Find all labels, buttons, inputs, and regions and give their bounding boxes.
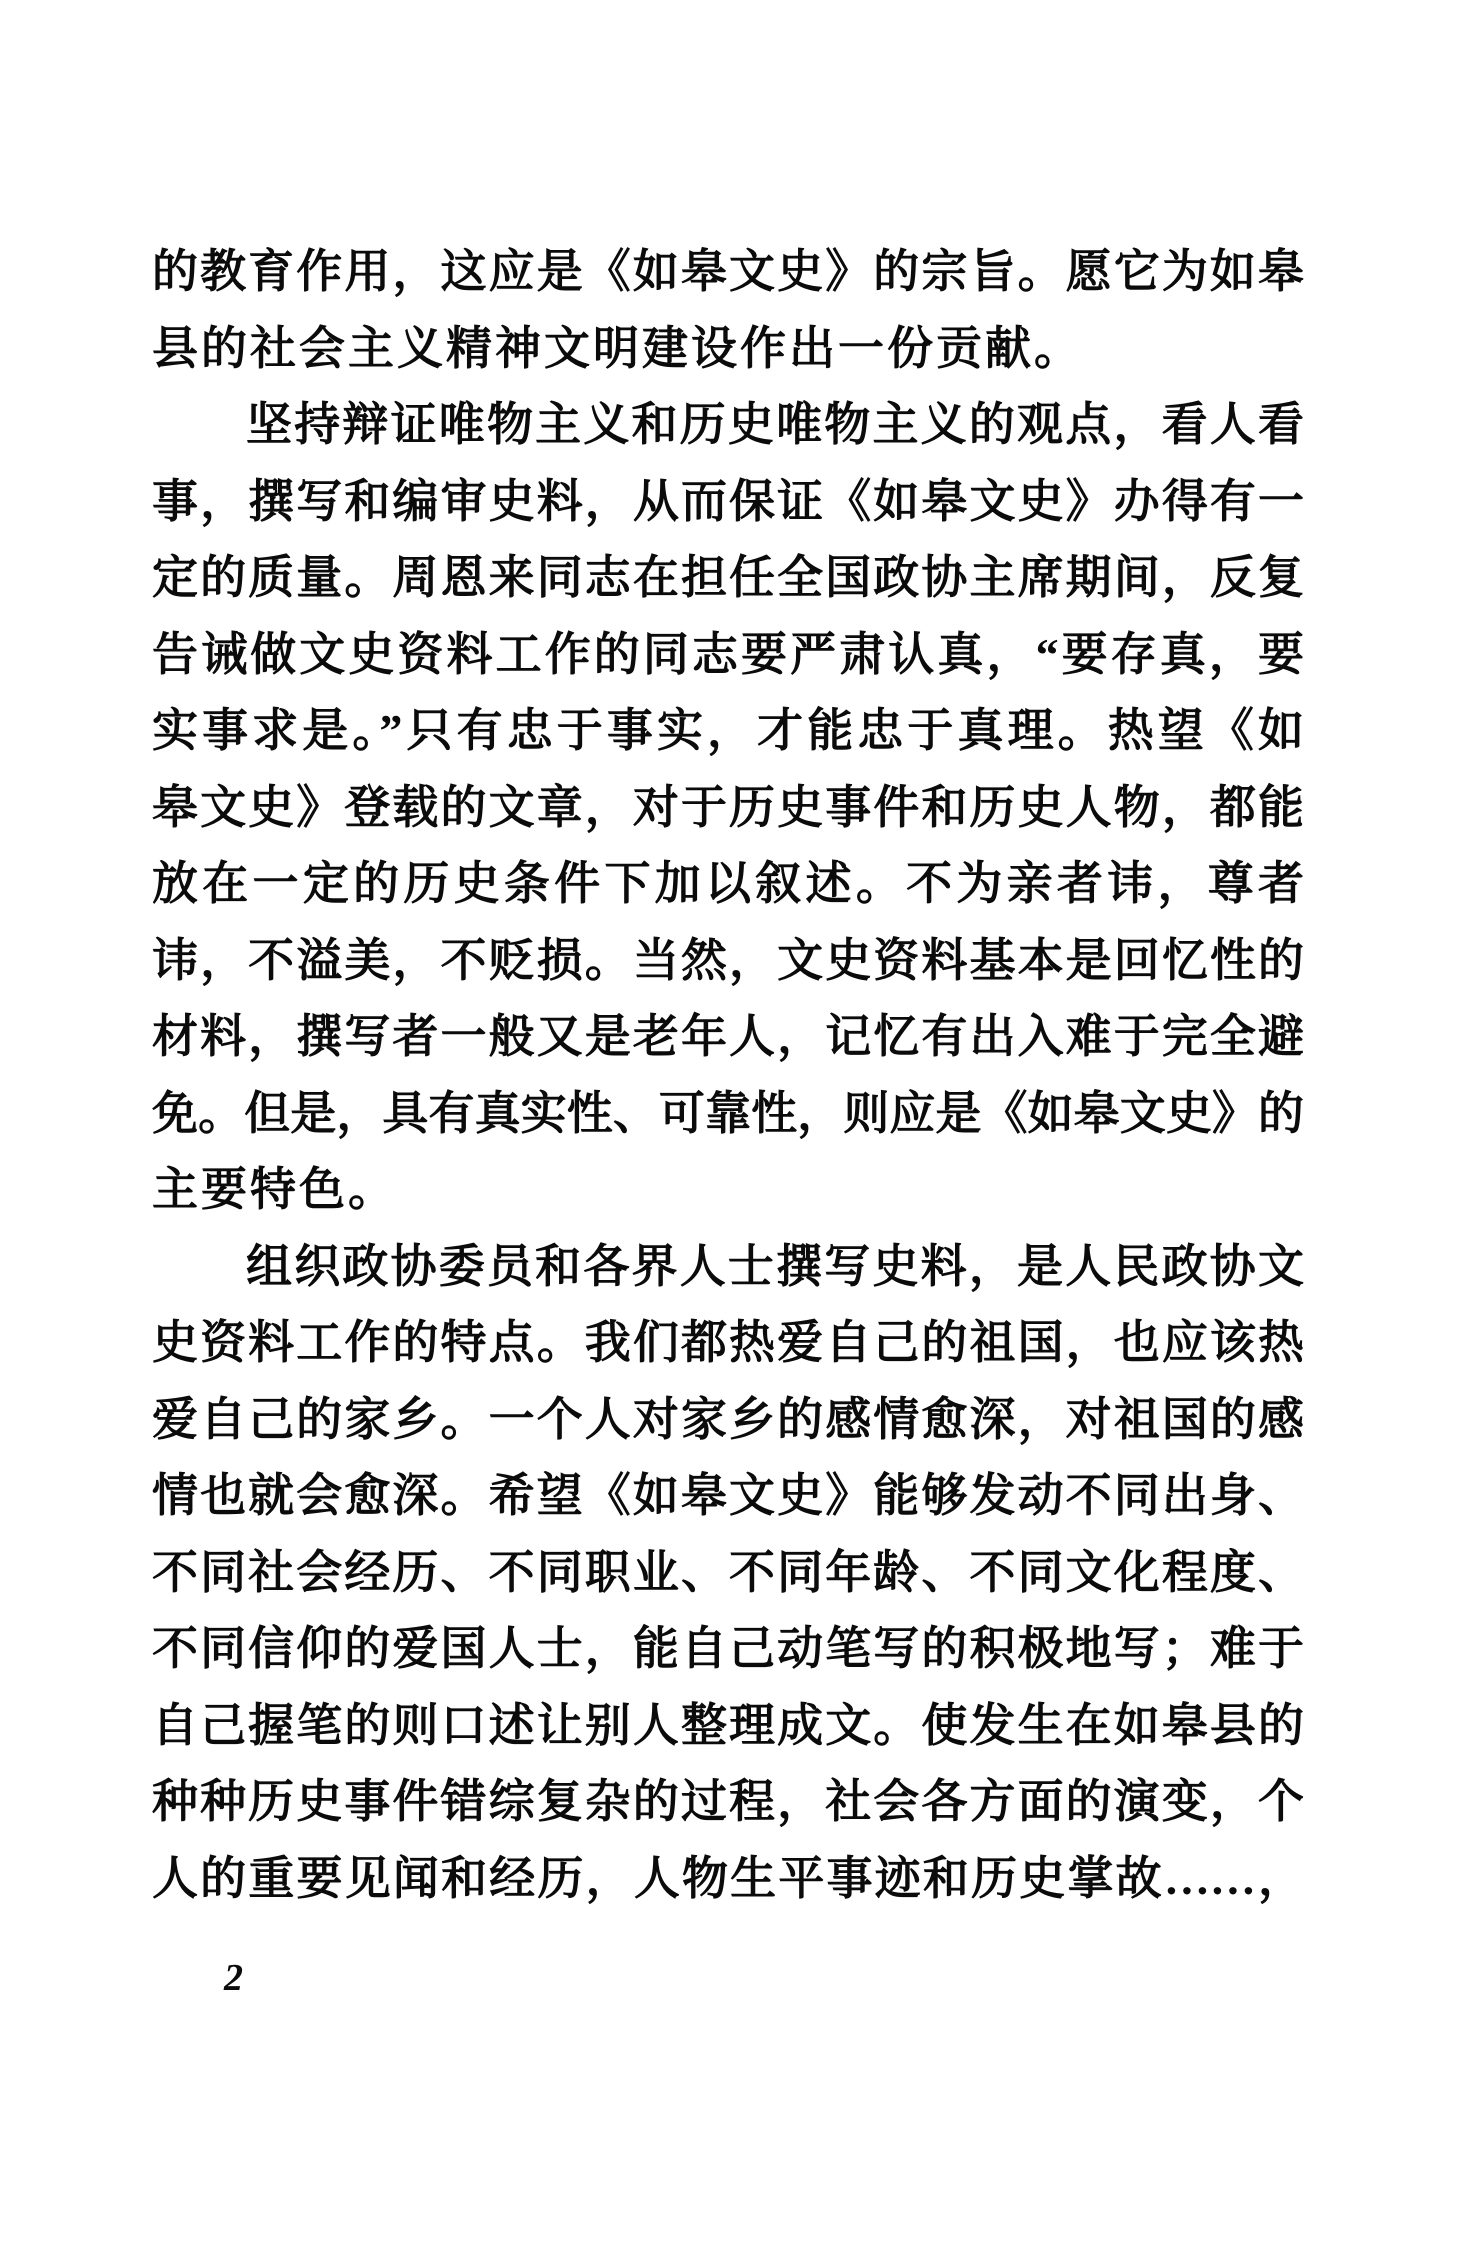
text-line: 不同社会经历、不同职业、不同年龄、不同文化程度、 [152,1546,1304,1598]
text-line: 种种历史事件错综复杂的过程，社会各方面的演变，个 [152,1776,1304,1827]
text-line: 定的质量。周恩来同志在担任全国政协主席期间，反复 [152,552,1304,603]
text-line: 主要特色。 [152,1164,397,1215]
text-line: 史资料工作的特点。我们都热爱自己的祖国，也应该热 [152,1317,1304,1368]
text-line: 的教育作用，这应是《如皋文史》的宗旨。愿它为如皋 [152,246,1304,297]
text-line: 爱自己的家乡。一个人对家乡的感情愈深，对祖国的感 [152,1393,1304,1445]
text-line: 免。但是，具有真实性、可靠性，则应是《如皋文史》的 [152,1087,1304,1139]
text-line: 讳，不溢美，不贬损。当然，文史资料基本是回忆性的 [152,934,1304,986]
text-line: 自己握笔的则口述让别人整理成文。使发生在如皋县的 [152,1699,1304,1751]
text-line: 告诫做文史资料工作的同志要严肃认真，“要存真，要 [152,628,1304,680]
page-number: 2 [224,1957,243,1999]
body-text [152,234,1304,1917]
text-line: 情也就会愈深。希望《如皋文史》能够发动不同出身、 [152,1470,1304,1521]
text-line: 材料，撰写者一般又是老年人，记忆有出入难于完全避 [152,1011,1304,1062]
text-line: 皋文史》登载的文章，对于历史事件和历史人物，都能 [152,781,1304,833]
text-line: 事，撰写和编审史料，从而保证《如皋文史》办得有一 [152,475,1304,527]
text-line: 组织政协委员和各界人士撰写史料，是人民政协文 [246,1240,1304,1292]
text-line: 实事求是。”只有忠于事实，才能忠于真理。热望《如 [152,705,1304,756]
text-line: 坚持辩证唯物主义和历史唯物主义的观点，看人看 [246,399,1304,450]
text-line: 放在一定的历史条件下加以叙述。不为亲者讳，尊者 [152,858,1304,909]
text-line: 不同信仰的爱国人士，能自己动笔写的积极地写；难于 [152,1623,1304,1674]
text-line: 人的重要见闻和经历，人物生平事迹和历史掌故……， [152,1852,1304,1904]
text-line: 县的社会主义精神文明建设作出一份贡献。 [152,322,1083,374]
